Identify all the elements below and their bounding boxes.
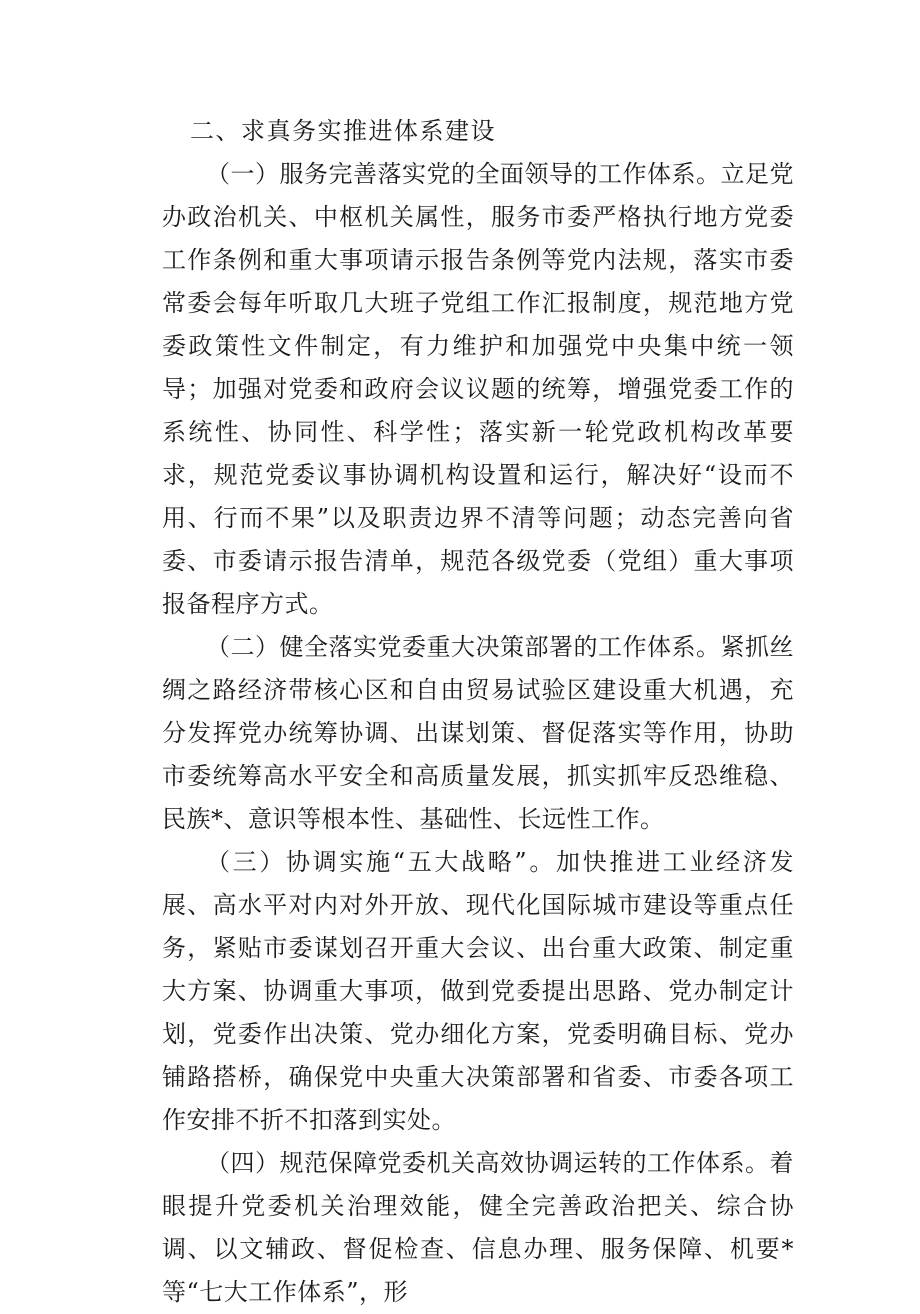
document-body [162,110,794,1314]
section-heading: 二、求真务实推进体系建设 [190,117,496,145]
paragraph-4: （四）规范保障党委机关高效协调运转的工作体系。着眼提升党委机关治理效能，健全完善政治把关、综合协调、以文辅政、督促检查、信息办理、服务保障、机要*等“七大工作体系”，形 [162,1149,794,1306]
paragraph-3: （三）协调实施“五大战略”。加快推进工业经济发展、高水平对内对外开放、现代化国际城市建设等重点任务，紧贴市委谋划召开重大会议、出台重大政策、制定重大方案、协调重大事项，做到党委提出思路、党办制定计划，党委作出决策、党办细化方案，党委明确目标、党办铺路搭桥，确保党中央重大决策部署和省委、市委各项工作安排不折不扣落到实处。 [162,848,794,1134]
paragraph-2: （二）健全落实党委重大决策部署的工作体系。紧抓丝绸之路经济带核心区和自由贸易试验区建设重大机遇，充分发挥党办统筹协调、出谋划策、督促落实等作用，协助市委统筹高水平安全和高质量发展，抓实抓牢反恐维稳、民族*、意识等根本性、基础性、长远性工作。 [162,633,794,833]
paragraph-1: （一）服务完善落实党的全面领导的工作体系。立足党办政治机关、中枢机关属性，服务市委严格执行地方党委工作条例和重大事项请示报告条例等党内法规，落实市委常委会每年听取几大班子党组工作汇报制度，规范地方党委政策性文件制定，有力维护和加强党中央集中统一领导；加强对党委和政府会议议题的统筹，增强党委工作的系统性、协同性、科学性；落实新一轮党政机构改革要求，规范党委议事协调机构设置和运行，解决好“设而不用、行而不果”以及职责边界不清等问题；动态完善向省委、市委请示报告清单，规范各级党委（党组）重大事项报备程序方式。 [162,160,794,618]
